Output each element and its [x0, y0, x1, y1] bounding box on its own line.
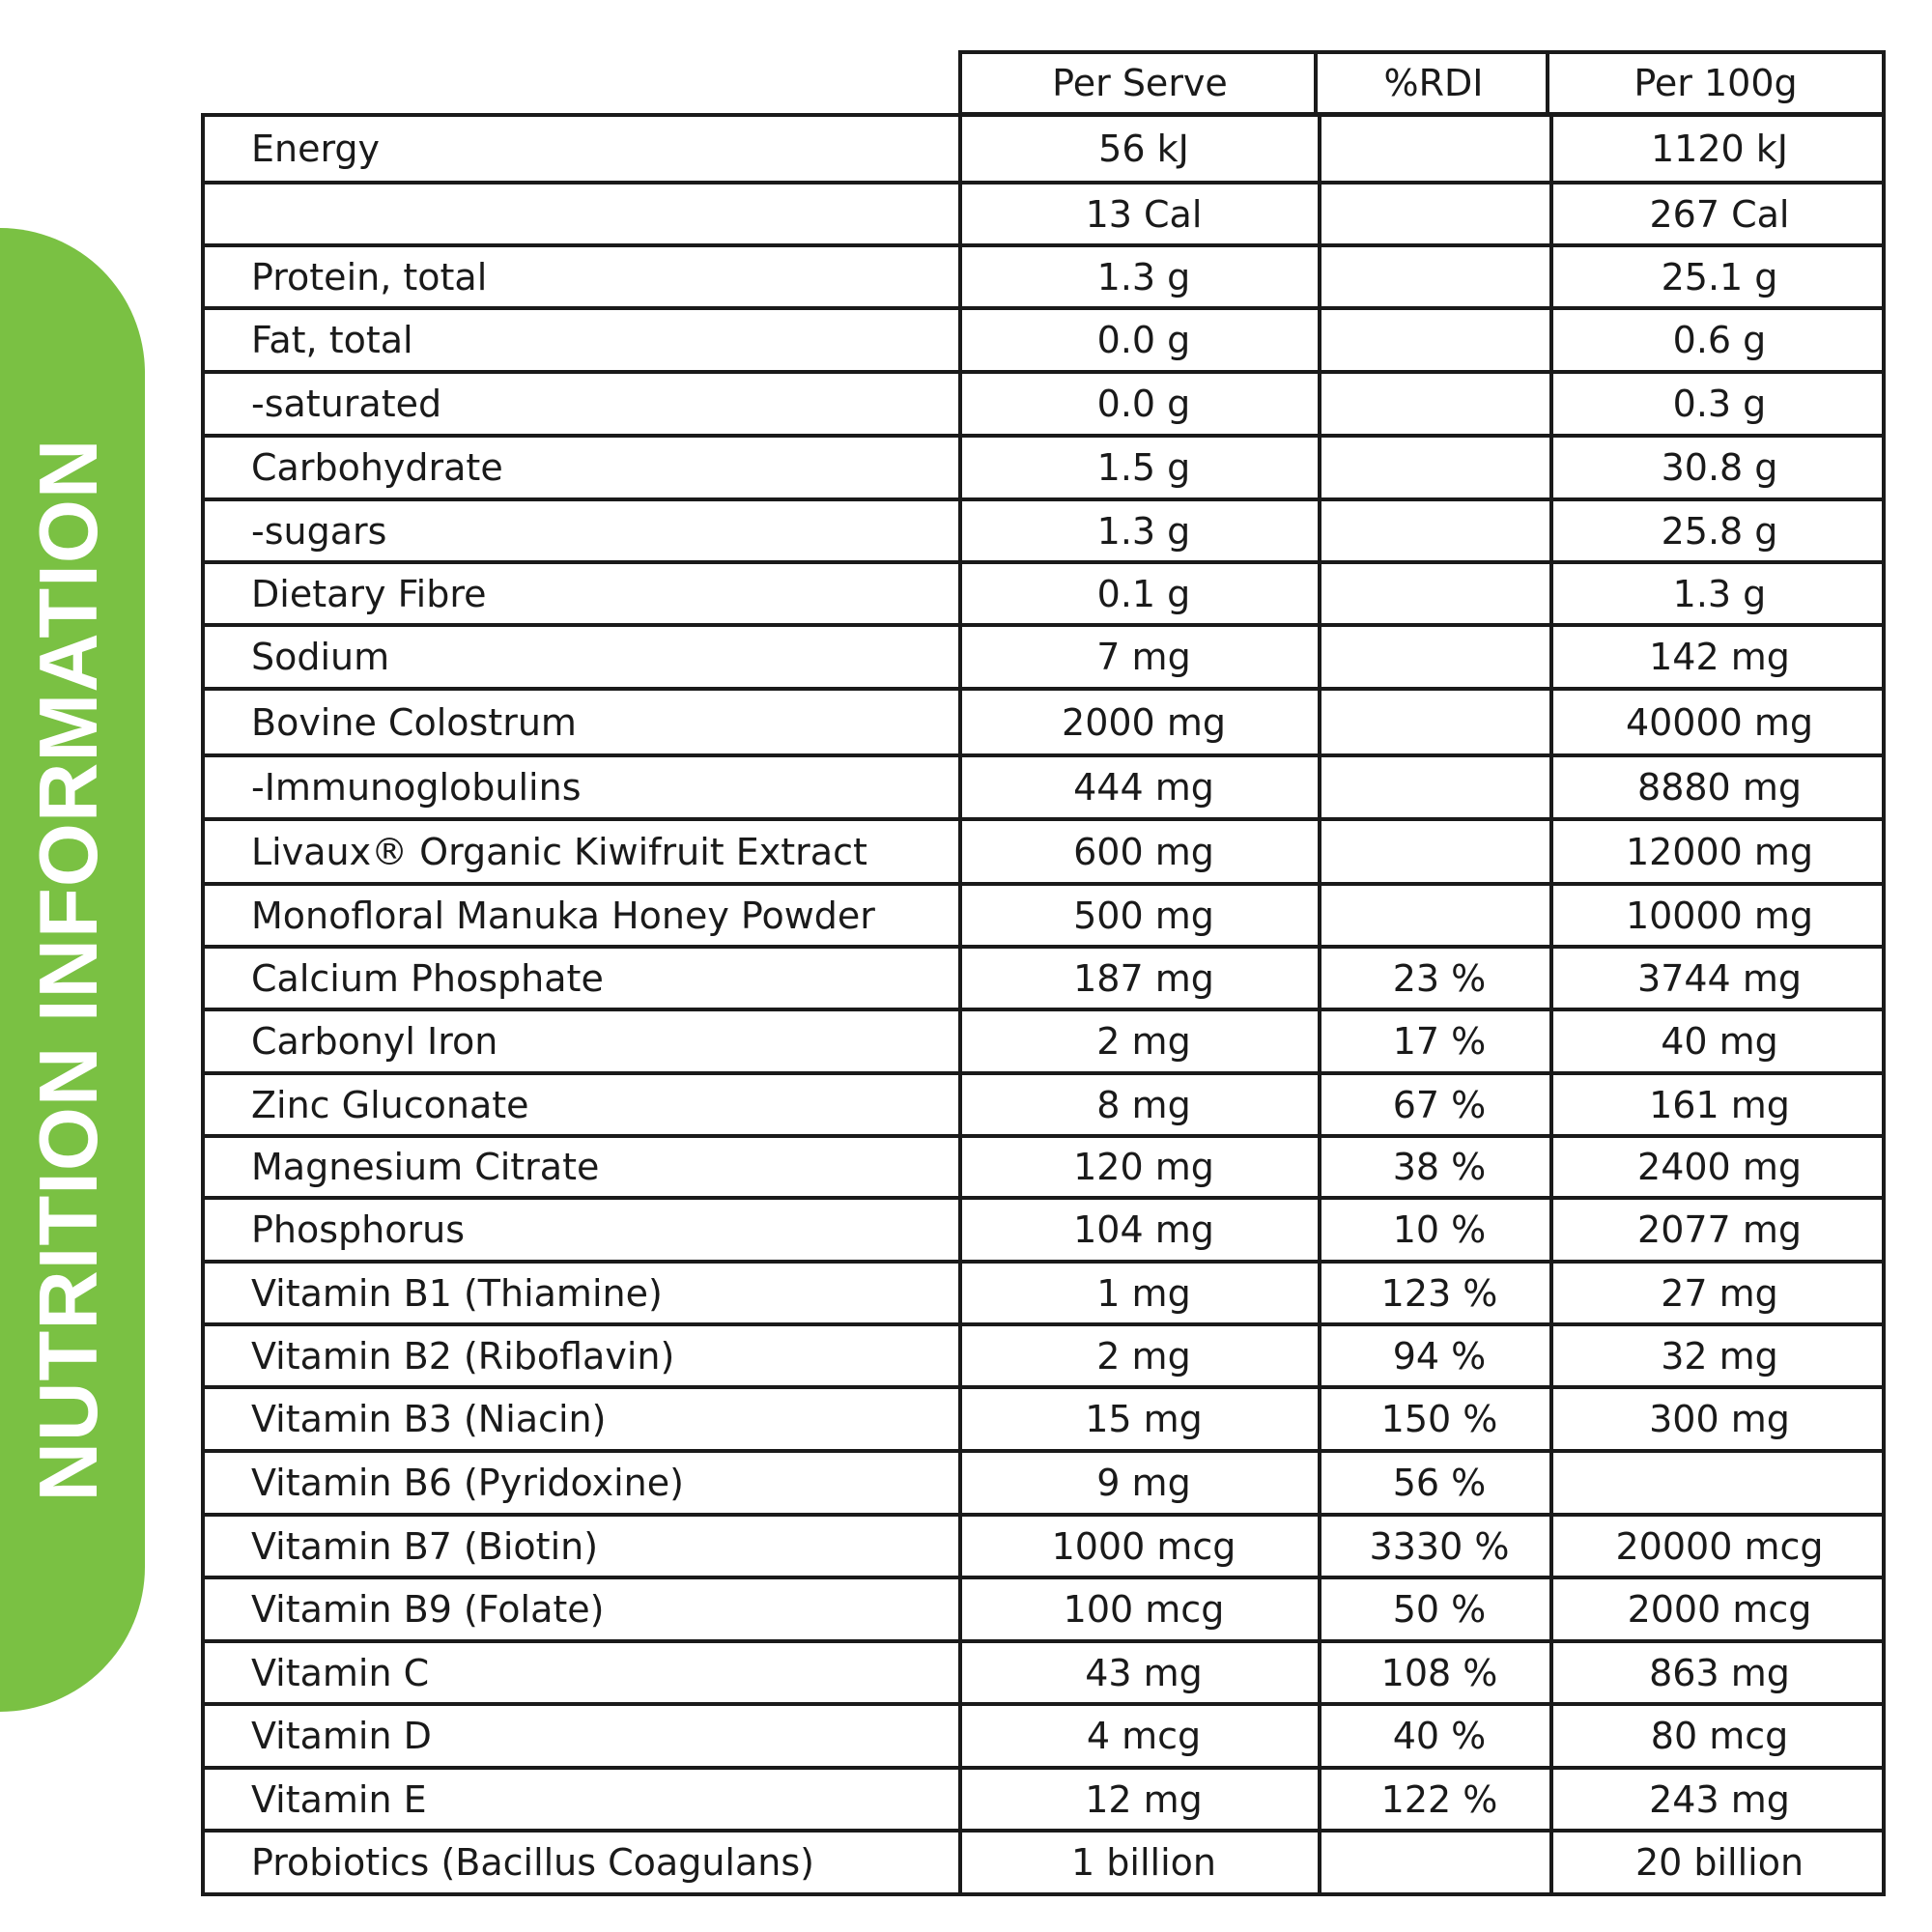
nutrient-name: Vitamin B2 (Riboflavin): [251, 1334, 675, 1378]
per-serve-value: 9 mg: [1096, 1462, 1191, 1504]
rdi-value: 108 %: [1380, 1651, 1498, 1694]
table-row: [205, 757, 1882, 821]
table-row: [205, 1643, 1882, 1706]
per-100g-value: 40000 mg: [1625, 700, 1814, 744]
column-divider: [958, 117, 962, 1896]
table-row: [205, 1264, 1882, 1326]
per-serve-value: 1.3 g: [1096, 509, 1191, 553]
per-serve-value: 104 mg: [1073, 1208, 1214, 1251]
header-per-serve: Per Serve: [1052, 62, 1228, 104]
rdi-value: [1325, 438, 1553, 497]
table-row: [205, 1579, 1882, 1643]
per-100g-value: [1557, 1453, 1882, 1513]
table-row: [205, 1706, 1882, 1770]
table-row: [205, 691, 1882, 757]
per-serve-value: 7 mg: [1096, 636, 1191, 678]
per-serve-value: 120 mg: [1073, 1146, 1214, 1188]
rdi-value: 10 %: [1392, 1208, 1487, 1251]
nutrient-name: Sodium: [251, 636, 390, 678]
table-row: [205, 1138, 1882, 1200]
nutrient-name: Carbonyl Iron: [251, 1020, 498, 1063]
nutrient-name: Bovine Colostrum: [251, 700, 577, 744]
rdi-value: [1325, 886, 1553, 945]
column-divider: [1318, 117, 1321, 1896]
table-row: [205, 821, 1882, 886]
rdi-value: [1325, 1833, 1553, 1892]
rdi-value: [1325, 757, 1553, 817]
per-100g-value: 1120 kJ: [1651, 128, 1788, 170]
header-rdi: %RDI: [1383, 62, 1484, 104]
table-row: [205, 1389, 1882, 1453]
per-100g-value: 863 mg: [1649, 1651, 1790, 1694]
rdi-value: [1325, 374, 1553, 434]
rdi-value: 50 %: [1392, 1588, 1487, 1631]
table-row: [205, 627, 1882, 691]
rdi-value: [1325, 821, 1553, 882]
rdi-value: 150 %: [1380, 1398, 1498, 1440]
nutrient-name: Energy: [251, 128, 381, 170]
per-100g-value: 1.3 g: [1672, 572, 1767, 615]
per-100g-value: 25.8 g: [1661, 509, 1778, 553]
rdi-value: 122 %: [1380, 1777, 1498, 1821]
nutrient-name: Zinc Gluconate: [251, 1083, 529, 1126]
nutrient-name: Fat, total: [251, 319, 413, 361]
rdi-value: 40 %: [1392, 1715, 1487, 1757]
nutrient-name: -sugars: [251, 509, 387, 553]
nutrient-name: Vitamin E: [251, 1777, 427, 1821]
per-serve-value: 100 mcg: [1063, 1588, 1225, 1631]
table-row: [205, 564, 1882, 627]
per-100g-value: 20 billion: [1634, 1841, 1804, 1884]
table-row: [205, 886, 1882, 949]
per-serve-value: 4 mcg: [1086, 1715, 1202, 1757]
table-row: [205, 501, 1882, 564]
header-per-100g: Per 100g: [1634, 62, 1798, 104]
table-row: [205, 247, 1882, 310]
table-row: [205, 1326, 1882, 1389]
per-serve-value: 600 mg: [1073, 830, 1214, 873]
per-100g-value: 2077 mg: [1637, 1208, 1802, 1251]
per-100g-value: 8880 mg: [1637, 766, 1802, 809]
table-row: [205, 949, 1882, 1011]
rdi-value: [1325, 117, 1553, 181]
nutrient-name: Vitamin B9 (Folate): [251, 1588, 605, 1631]
rdi-value: [1325, 247, 1553, 306]
rdi-value: 56 %: [1392, 1462, 1487, 1504]
per-100g-value: 12000 mg: [1625, 830, 1814, 873]
nutrient-name: [251, 185, 958, 243]
nutrient-name: Vitamin C: [251, 1651, 430, 1694]
table-row: [205, 438, 1882, 501]
per-serve-value: 187 mg: [1073, 956, 1214, 1000]
table-row: [205, 1011, 1882, 1075]
per-serve-value: 8 mg: [1096, 1083, 1191, 1126]
per-100g-value: 2400 mg: [1637, 1146, 1802, 1188]
table-row: [205, 1833, 1882, 1896]
rdi-value: 94 %: [1392, 1334, 1487, 1378]
nutrient-name: Probiotics (Bacillus Coagulans): [251, 1841, 814, 1884]
per-100g-value: 27 mg: [1661, 1271, 1778, 1315]
rdi-value: [1325, 691, 1553, 753]
per-serve-value: 56 kJ: [1098, 128, 1189, 170]
per-serve-value: 1000 mcg: [1051, 1524, 1236, 1568]
nutrient-name: Dietary Fibre: [251, 572, 487, 615]
per-100g-value: 3744 mg: [1637, 956, 1802, 1000]
table-row: [205, 1075, 1882, 1138]
rdi-value: [1325, 627, 1553, 687]
rdi-value: [1325, 185, 1553, 243]
per-serve-value: 2 mg: [1096, 1020, 1191, 1063]
nutrient-name: -Immunoglobulins: [251, 766, 582, 809]
per-serve-value: 0.0 g: [1096, 319, 1191, 361]
rdi-value: 38 %: [1392, 1146, 1487, 1188]
per-serve-value: 0.1 g: [1096, 572, 1191, 615]
per-serve-value: 2 mg: [1096, 1334, 1191, 1378]
nutrient-name: Vitamin D: [251, 1715, 432, 1757]
table-row: [205, 1770, 1882, 1833]
per-100g-value: 300 mg: [1649, 1398, 1790, 1440]
nutrient-name: Calcium Phosphate: [251, 956, 604, 1000]
per-serve-value: 500 mg: [1073, 894, 1214, 937]
rdi-value: [1325, 501, 1553, 560]
nutrient-name: Carbohydrate: [251, 446, 503, 489]
per-100g-value: 80 mcg: [1650, 1715, 1789, 1757]
table-row: [205, 374, 1882, 438]
table-row: [205, 185, 1882, 247]
per-serve-value: 1 mg: [1096, 1271, 1191, 1315]
per-serve-value: 15 mg: [1085, 1398, 1203, 1440]
per-100g-value: 0.3 g: [1672, 383, 1767, 425]
table-header: [958, 50, 1886, 116]
per-100g-value: 142 mg: [1649, 636, 1790, 678]
nutrient-name: Vitamin B3 (Niacin): [251, 1398, 607, 1440]
table-row: [205, 310, 1882, 374]
nutrient-name: Vitamin B1 (Thiamine): [251, 1271, 663, 1315]
nutrient-name: Monofloral Manuka Honey Powder: [251, 894, 875, 937]
nutrient-name: Livaux® Organic Kiwifruit Extract: [251, 830, 867, 873]
per-serve-value: 1 billion: [1071, 1841, 1216, 1884]
side-title: NUTRITION INFORMATION: [23, 438, 115, 1502]
per-100g-value: 267 Cal: [1649, 192, 1790, 236]
nutrient-name: Magnesium Citrate: [251, 1146, 600, 1188]
per-serve-value: 1.3 g: [1096, 255, 1191, 298]
per-serve-value: 444 mg: [1073, 766, 1214, 809]
rdi-value: 3330 %: [1369, 1524, 1510, 1568]
per-serve-value: 13 Cal: [1085, 192, 1203, 236]
rdi-value: 123 %: [1380, 1271, 1498, 1315]
table-row: [205, 1517, 1882, 1579]
table-row: [205, 1200, 1882, 1264]
per-100g-value: 243 mg: [1649, 1777, 1790, 1821]
column-divider: [1549, 117, 1553, 1896]
nutrient-name: -saturated: [251, 383, 442, 425]
per-serve-value: 0.0 g: [1096, 383, 1191, 425]
per-100g-value: 30.8 g: [1661, 446, 1778, 489]
rdi-value: 67 %: [1392, 1083, 1487, 1126]
rdi-value: [1325, 310, 1553, 370]
nutrient-name: Protein, total: [251, 255, 488, 298]
rdi-value: 17 %: [1392, 1020, 1487, 1063]
nutrient-name: Phosphorus: [251, 1208, 466, 1251]
per-100g-value: 10000 mg: [1625, 894, 1814, 937]
table-row: [205, 117, 1882, 185]
per-serve-value: 2000 mg: [1062, 700, 1226, 744]
nutrient-name: Vitamin B6 (Pyridoxine): [251, 1462, 684, 1504]
per-100g-value: 20000 mcg: [1615, 1524, 1824, 1568]
table-row: [205, 1453, 1882, 1517]
per-100g-value: 25.1 g: [1661, 255, 1778, 298]
rdi-value: 23 %: [1392, 956, 1487, 1000]
per-100g-value: 40 mg: [1661, 1020, 1778, 1063]
per-100g-value: 161 mg: [1649, 1083, 1790, 1126]
per-serve-value: 12 mg: [1085, 1777, 1203, 1821]
per-100g-value: 0.6 g: [1672, 319, 1767, 361]
per-100g-value: 32 mg: [1661, 1334, 1778, 1378]
nutrient-name: Vitamin B7 (Biotin): [251, 1524, 599, 1568]
per-100g-value: 2000 mcg: [1627, 1588, 1812, 1631]
table-body: [201, 113, 1886, 1896]
per-serve-value: 43 mg: [1085, 1651, 1203, 1694]
rdi-value: [1325, 564, 1553, 623]
per-serve-value: 1.5 g: [1096, 446, 1191, 489]
